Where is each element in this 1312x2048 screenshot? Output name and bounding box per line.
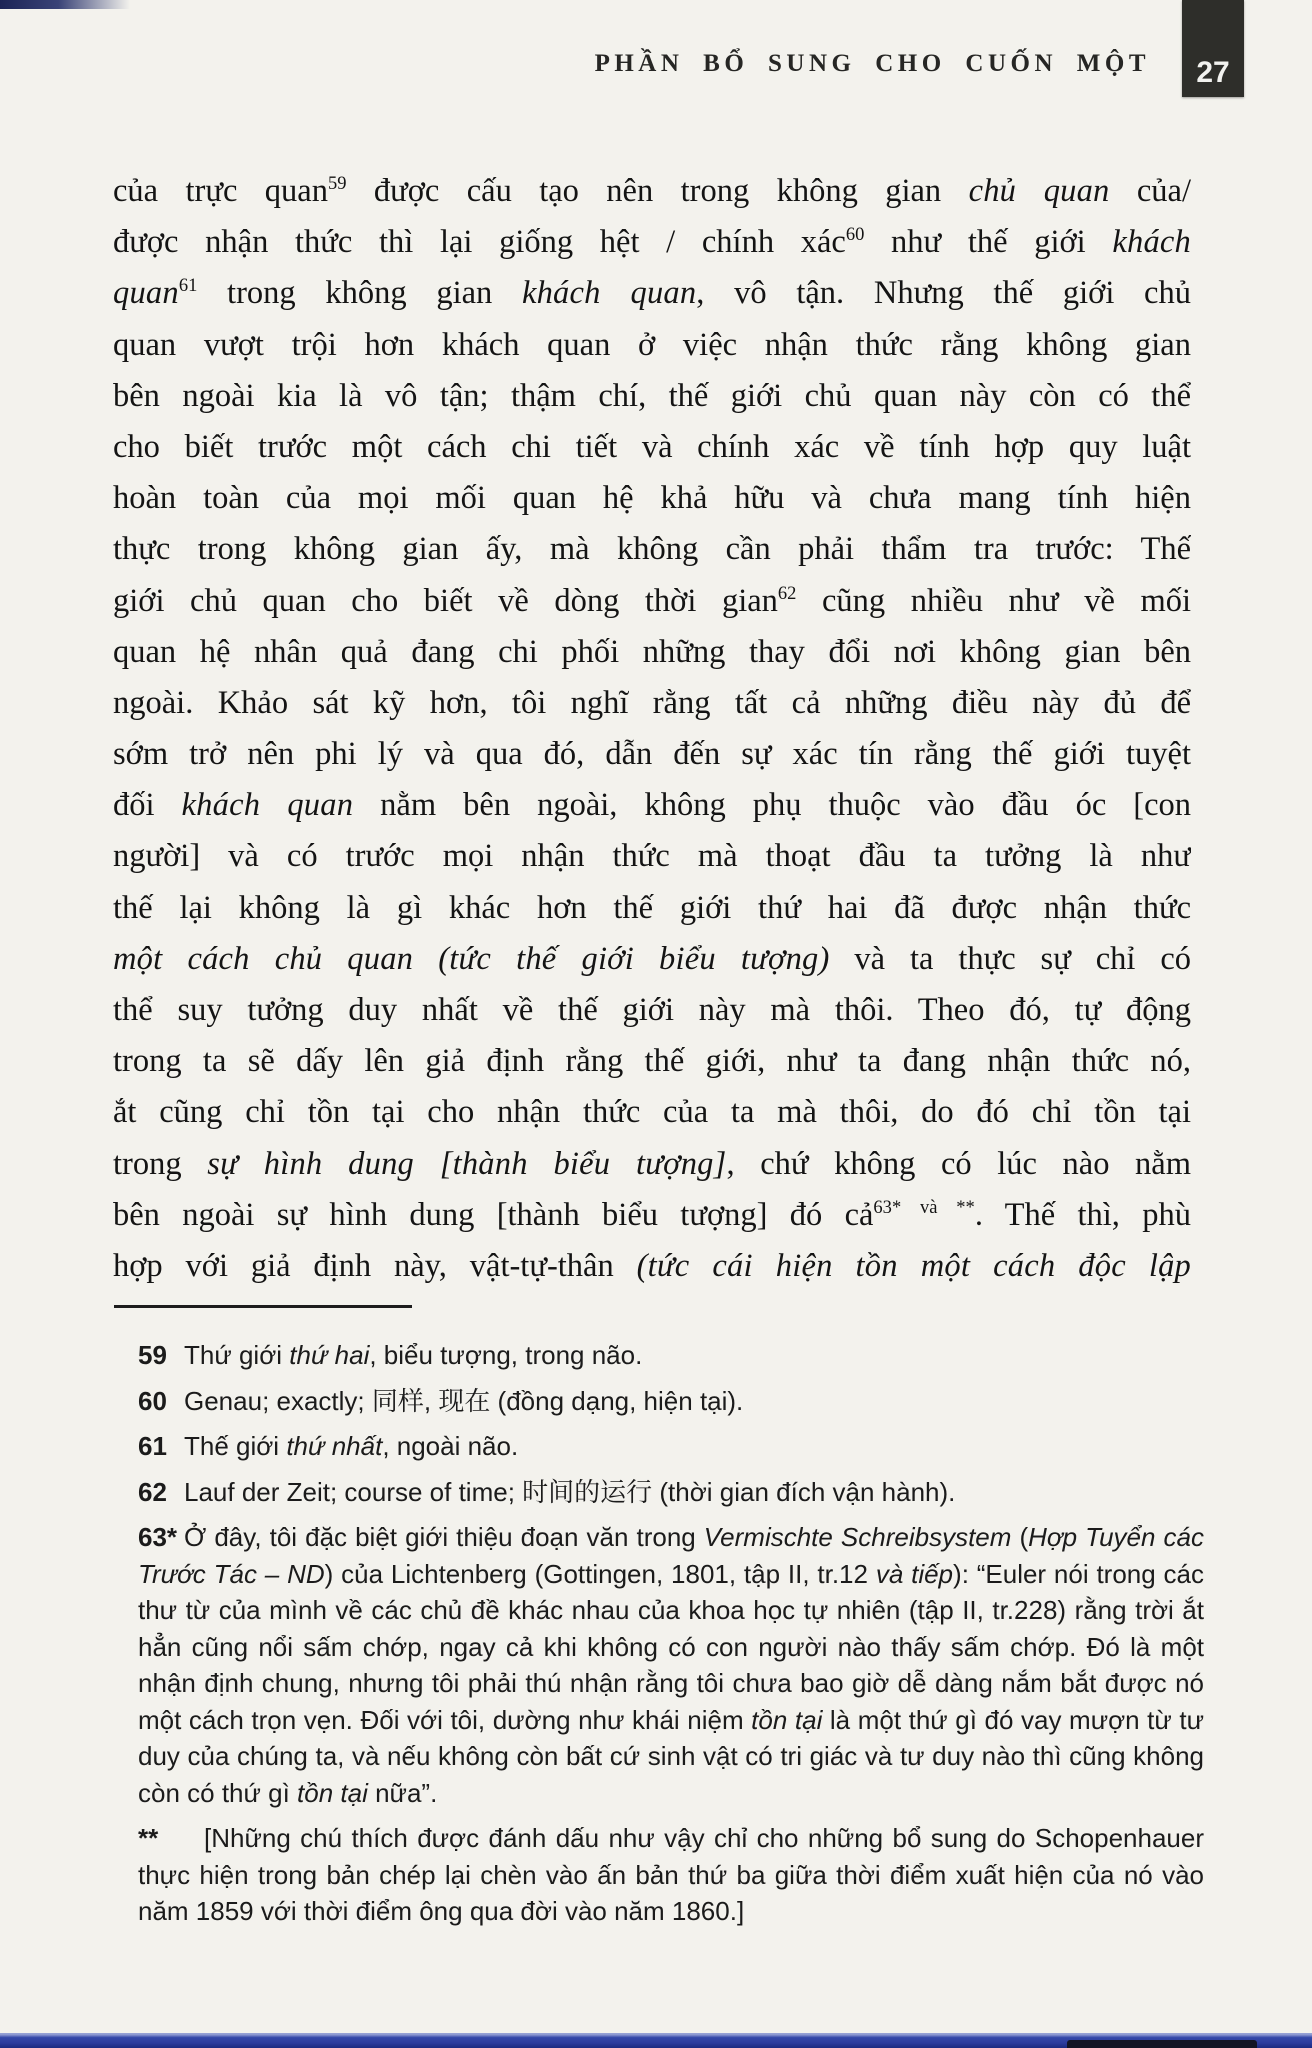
page-number-tab (1182, 0, 1244, 97)
scan-book-edge-shadow (1067, 2040, 1257, 2048)
body-line: bên ngoài kia là vô tận; thậm chí, thế giới chủ quan này còn có thể (113, 377, 1191, 414)
body-line: trong sự hình dung [thành biểu tượng], chứ không có lúc nào nằm (113, 1145, 1191, 1182)
footnote (138, 1383, 1204, 1420)
footnote (138, 1519, 1204, 1811)
footnote-text: Thế giới thứ nhất, ngoài não. (184, 1431, 519, 1461)
body-line: sớm trở nên phi lý và qua đó, dẫn đến sự xác tín rằng thế giới tuyệt (113, 736, 1191, 773)
page-number: 27 (1196, 56, 1230, 89)
body-line: ắt cũng chỉ tồn tại cho nhận thức của ta mà thôi, do đó chỉ tồn tại (113, 1094, 1191, 1131)
body-line: thực trong không gian ấy, mà không cần phải thẩm tra trước: Thế (113, 531, 1191, 568)
body-line: người] và có trước mọi nhận thức mà thoạt đầu ta tưởng là như (113, 838, 1191, 875)
footnote (138, 1428, 1204, 1465)
body-line: quan hệ nhân quả đang chi phối những thay đổi nơi không gian bên (113, 633, 1191, 670)
body-line: hoàn toàn của mọi mối quan hệ khả hữu và chưa mang tính hiện (113, 480, 1191, 517)
body-line: quan$^{61}$ trong không gian khách quan, vô tận. Nhưng thế giới chủ (113, 275, 1191, 312)
footnote-text: Ở đây, tôi đặc biệt giới thiệu đoạn văn trong Vermischte Schreibsystem (Hợp Tuyển các Trước Tác – ND) của Lichtenberg (Gottingen, 1801, tập II, tr.12 và tiếp): “Euler nói trong các thư từ của mình về các chủ đề khác nhau của khoa học tự nhiên (tập II, tr.228) rằng trời ắt hẳn cũng nổi sấm chớp, ngay cả khi không có con người nào thấy sấm chớp. Đó là một nhận định chung, nhưng tôi phải thú nhận rằng tôi chưa bao giờ dễ dàng nắm bắt được nó một cách trọn vẹn. Đối với tôi, dường như khái niệm tồn tại là một thứ gì đó vay mượn từ tư duy của chúng ta, và nếu không còn bất cứ sinh vật có tri giác và tư duy nào thì cũng không còn có thứ gì tồn tại nữa”. (138, 1522, 1204, 1808)
body-line: ngoài. Khảo sát kỹ hơn, tôi nghĩ rằng tất cả những điều này đủ để (113, 684, 1191, 721)
footnote-marker: ** (138, 1823, 159, 1853)
footnote-text: Thứ giới thứ hai, biểu tượng, trong não. (184, 1340, 643, 1370)
footnote-text: Lauf der Zeit; course of time; 时间的运行 (thời gian đích vận hành). (184, 1476, 956, 1507)
body-line: đối khách quan nằm bên ngoài, không phụ thuộc vào đầu óc [con (113, 787, 1191, 824)
body-line: trong ta sẽ dấy lên giả định rằng thế giới, như ta đang nhận thức nó, (113, 1043, 1191, 1080)
body-line: quan vượt trội hơn khách quan ở việc nhận thức rằng không gian (113, 326, 1191, 363)
body-line: cho biết trước một cách chi tiết và chính xác về tính hợp quy luật (113, 428, 1191, 465)
body-line: của trực quan$^{59}$ được cấu tạo nên trong không gian chủ quan của/ (113, 173, 1191, 209)
body-line: một cách chủ quan (tức thế giới biểu tượng) và ta thực sự chỉ có (113, 940, 1191, 977)
footnote-marker: 60 (138, 1385, 167, 1416)
footnote-text: Genau; exactly; 同样, 现在 (đồng dạng, hiện tại). (184, 1385, 744, 1416)
body-line: hợp với giả định này, vật-tự-thân (tức cái hiện tồn một cách độc lập (113, 1247, 1191, 1284)
footnote-marker: 61 (138, 1431, 167, 1461)
footnote-text: [Những chú thích được đánh dấu như vậy chỉ cho những bổ sung do Schopenhauer thực hiện trong bản chép lại chèn vào ấn bản thứ ba giữa thời điểm xuất hiện của nó vào năm 1859 với thời điểm ông qua đời vào năm 1860.] (138, 1823, 1204, 1926)
footnote-marker: 62 (138, 1476, 167, 1507)
body-line: bên ngoài sự hình dung [thành biểu tượng] đó cả$^{63* và **}$. Thế thì, phù (113, 1196, 1191, 1233)
footnotes-block (138, 1337, 1204, 1939)
footnote-separator-rule (114, 1305, 412, 1308)
footnote (138, 1820, 1204, 1930)
footnote (138, 1474, 1204, 1511)
running-header-title: PHẦN BỔ SUNG CHO CUỐN MỘT (594, 50, 1150, 77)
scan-smudge-top-left (0, 0, 130, 9)
body-paragraph (113, 166, 1191, 1292)
body-line: thể suy tưởng duy nhất về thế giới này mà thôi. Theo đó, tự động (113, 992, 1191, 1028)
footnote (138, 1337, 1204, 1374)
body-line: thế lại không là gì khác hơn thế giới thứ hai đã được nhận thức (113, 889, 1191, 926)
body-line: được nhận thức thì lại giống hệt / chính xác$^{60}$ như thế giới khách (113, 224, 1191, 261)
body-line: giới chủ quan cho biết về dòng thời gian$^{62}$ cũng nhiều như về mối (113, 582, 1191, 619)
footnote-marker: 59 (138, 1340, 167, 1370)
footnote-marker: 63* (138, 1522, 178, 1552)
